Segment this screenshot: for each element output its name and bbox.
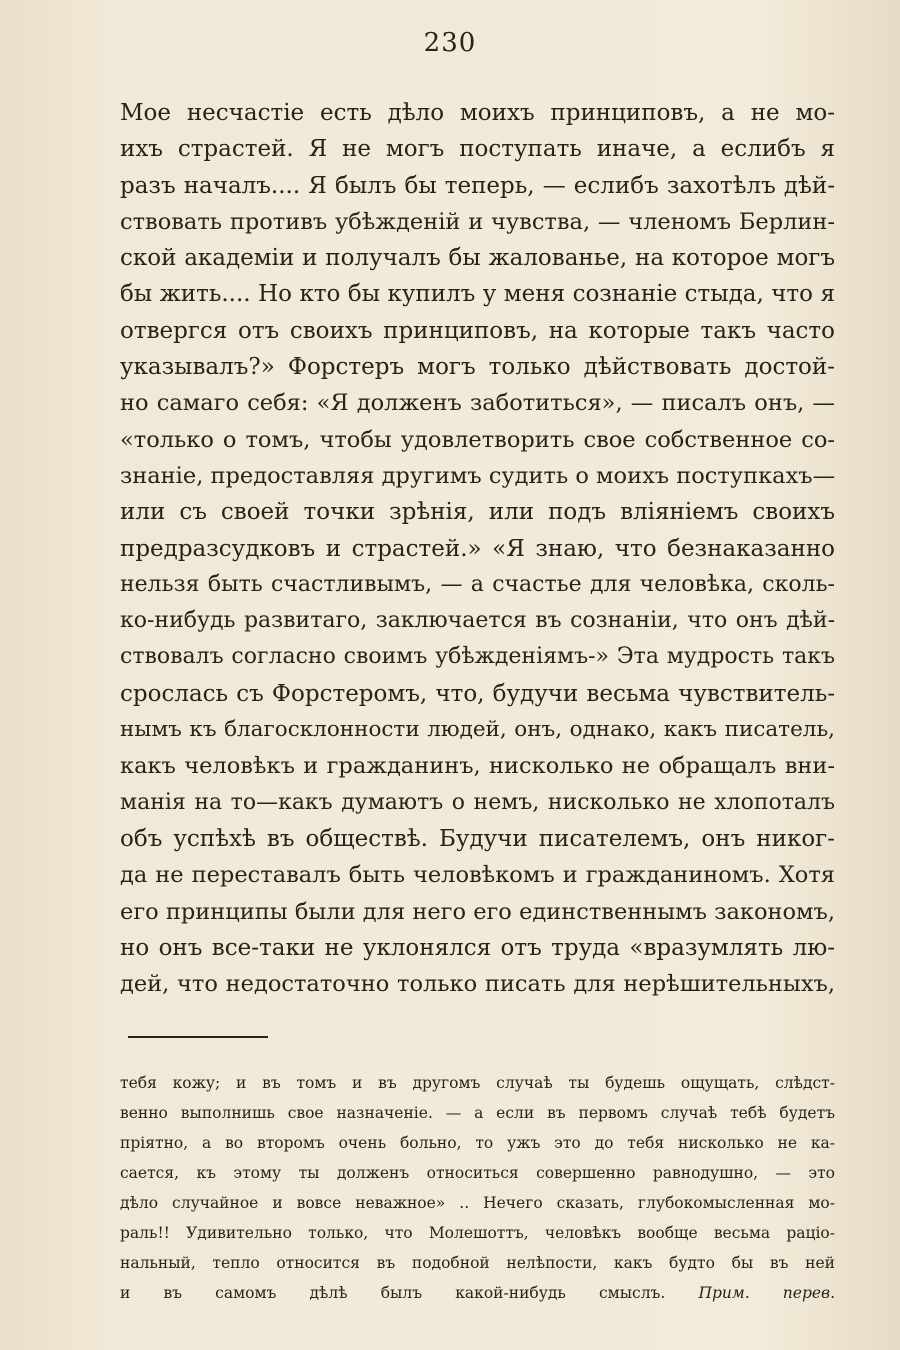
text-line: отвергся отъ своихъ принциповъ, на которые такъ часто <box>120 317 835 344</box>
main-text <box>120 95 835 1002</box>
text-line: какъ человѣкъ и гражданинъ, нисколько не обращалъ вни- <box>120 753 835 780</box>
text-line: срослась съ Форстеромъ, что, будучи весьма чувствитель- <box>120 680 835 707</box>
footnote <box>120 1068 835 1308</box>
footnote-line: сается, къ этому ты долженъ относиться совершенно равнодушно, — это <box>120 1164 835 1182</box>
text-line: ко-нибудь развитаго, заключается въ сознаніи, что онъ дѣй- <box>120 608 835 634</box>
text-line: указывалъ?» Форстеръ могъ только дѣйствовать достой- <box>120 354 835 381</box>
footnote-line: дѣло случайное и вовсе неважное» .. Нечего сказать, глубокомысленная мо- <box>120 1194 835 1212</box>
text-line: объ успѣхѣ въ обществѣ. Будучи писателемъ, онъ никог- <box>120 825 835 852</box>
footnote-line: тебя кожу; и въ томъ и въ другомъ случаѣ ты будешь ощущать, слѣдст- <box>120 1074 835 1092</box>
footnote-line: пріятно, а во второмъ очень больно, то ужъ это до тебя нисколько не ка- <box>120 1134 835 1152</box>
text-line: но самаго себя: «Я долженъ заботиться», — писалъ онъ, — <box>120 390 835 417</box>
footnote-line: венно выполнишь свое назначеніе. — а если въ первомъ случаѣ тебѣ будетъ <box>120 1104 835 1122</box>
text-line: предразсудковъ и страстей.» «Я знаю, что безнаказанно <box>120 535 835 562</box>
footnote-line: нальный, тепло относится въ подобной нелѣпости, какъ будто бы въ ней <box>120 1254 835 1272</box>
footnote-last-line <box>120 1278 835 1308</box>
text-line: но онъ все-таки не уклонялся отъ труда «вразумлять лю- <box>120 934 835 961</box>
text-line: нельзя быть счастливымъ, — а счастье для человѣка, сколь- <box>120 571 835 597</box>
text-line: нымъ къ благосклонности людей, онъ, однако, какъ писатель, <box>120 717 835 743</box>
text-line: бы жить.... Но кто бы купилъ у меня сознаніе стыда, что я <box>120 281 835 308</box>
text-line: Мое несчастіе есть дѣло моихъ принциповъ, а не мо- <box>120 100 835 126</box>
text-line: дей, что недостаточно только писать для нерѣшительныхъ, <box>120 971 835 998</box>
translator-note-signature: Прим. перев. <box>698 1284 835 1302</box>
text-line: разъ началъ.... Я былъ бы теперь, — еслибъ захотѣлъ дѣй- <box>120 172 835 199</box>
text-line: знаніе, предоставляя другимъ судить о моихъ поступкахъ— <box>120 462 836 489</box>
text-line: его принципы были для него его единственнымъ закономъ, <box>120 898 835 925</box>
footnote-line: раль!! Удивительно только, что Молешоттъ, человѣкъ вообще весьма раціо- <box>120 1224 835 1242</box>
text-line: ствовать противъ убѣжденій и чувства, — членомъ Берлин- <box>120 208 835 235</box>
footnote-divider <box>128 1036 268 1038</box>
text-line: «только о томъ, чтобы удовлетворить свое собственное со- <box>120 426 835 453</box>
footnote-last-text: и въ самомъ дѣлѣ былъ какой-нибудь смыслъ. <box>120 1284 666 1302</box>
text-line: или съ своей точки зрѣнія, или подъ вліяніемъ своихъ <box>120 499 835 526</box>
text-line: ихъ страстей. Я не могъ поступать иначе, а еслибъ я <box>120 136 835 163</box>
text-line: ствовалъ согласно своимъ убѣжденіямъ-» Эта мудрость такъ <box>120 644 835 670</box>
text-line: да не переставалъ быть человѣкомъ и гражданиномъ. Хотя <box>120 862 835 889</box>
page-number: 230 <box>423 28 477 58</box>
text-line: ской академіи и получалъ бы жалованье, на которое могъ <box>120 245 835 272</box>
text-line: манія на то—какъ думаютъ о немъ, нисколько не хлопоталъ <box>120 789 835 815</box>
